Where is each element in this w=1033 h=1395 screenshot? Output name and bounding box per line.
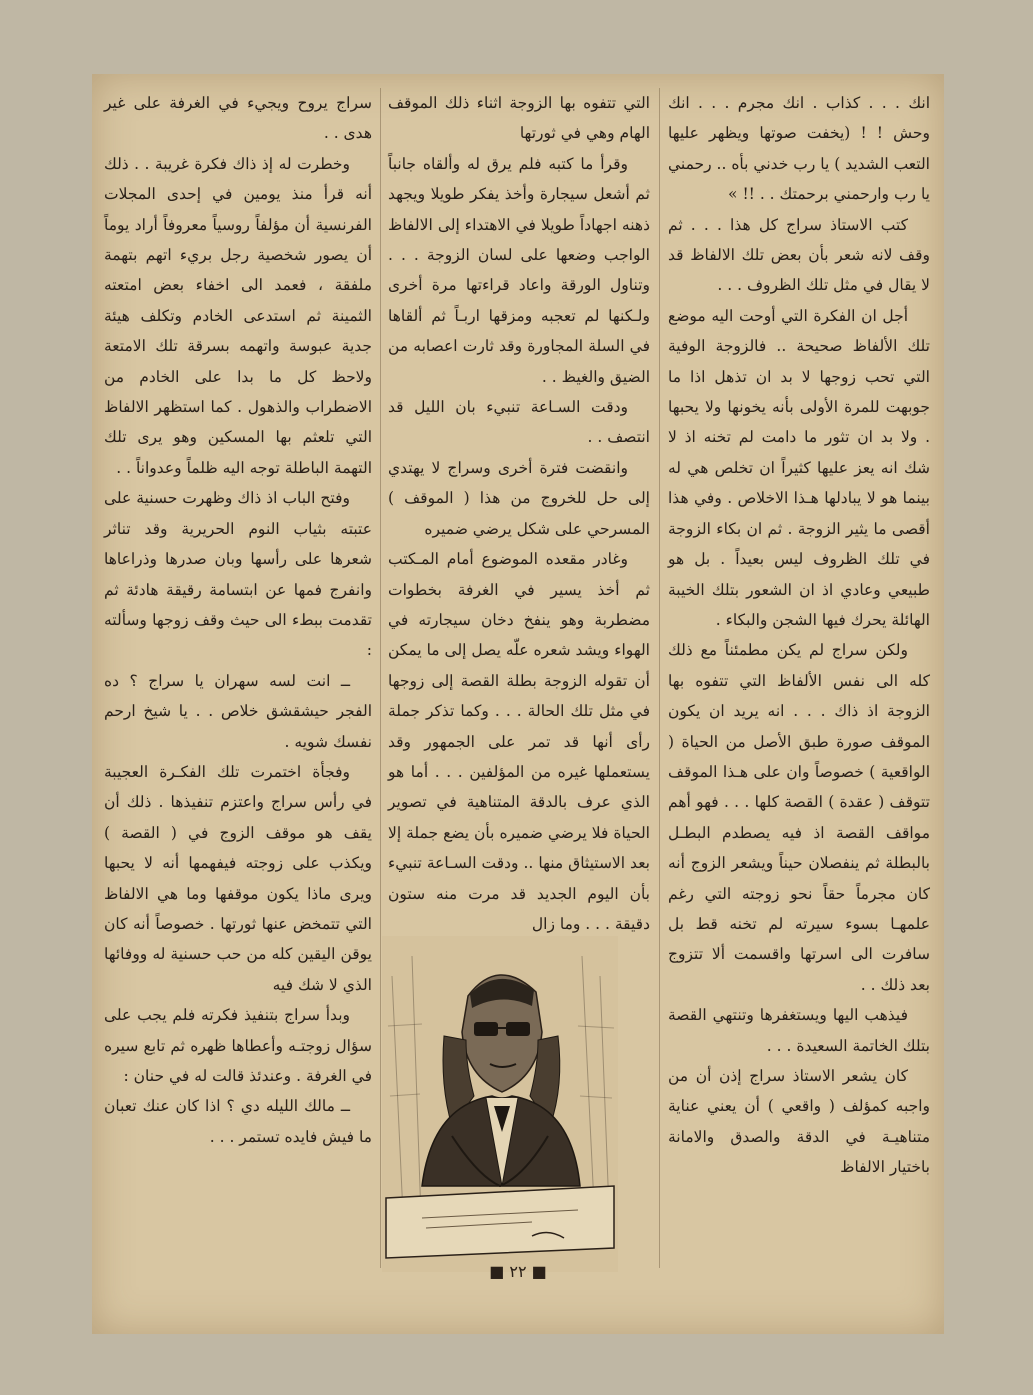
paragraph: فيذهب اليها ويستغفرها وتنتهي القصة بتلك الخاتمة السعيدة . . . [668, 1006, 930, 1055]
paragraph: سراج يروح ويجيء في الغرفة على غير هدى . . [104, 94, 372, 143]
paragraph: وقرأ ما كتبه فلم يرق له وألقاه جانباً ثم أشعل سيجارة وأخذ يفكر طويلا ويجهد ذهنه اجهاداً طويلا في الاهتداء إلى الالفاظ الواجب وضعها على لسان الزوجة . . . وتناول الورقة واعاد قراءتها مرة أخرى ولـكنها لم تعجبه ومزقها اربـاً ثم ألقاها في السلة المجاورة وقد ثارت اعصابه من الضيق والغيظ . . [388, 154, 650, 386]
paragraph: ولكن سراج لم يكن مطمئناً مع ذلك كله الى نفس الألفاظ التي تتفوه بها الزوجة اذ ذاك . . . انه يريد ان يكون الموقف صورة طبق الأصل من الحياة ( الواقعية ) خصوصاً وان على هـذا الموقف تتوقف ( عقدة ) القصة كلها . . . فهو أهم مواقف القصة اذ فيه يصطدم البطـل بالبطلة ثم ينفصلان حيناً ويشعر الزوج أنه كان مجرماً حقاً نحو زوجته التي رغم علمهـا بسوء سيرته لم تخنه قط بل سافرت الى اسرتها واقسمت ألا تتزوج بعد ذلك . . [668, 641, 930, 994]
paragraph: وبدأ سراج بتنفيذ فكرته فلم يجب على سؤال زوجتـه وأعطاها ظهره ثم تابع سيره في الغرفة . وعندئذ قالت له في حنان : [104, 1006, 372, 1085]
paragraph: وانقضت فترة أخرى وسراج لا يهتدي إلى حل للخروج من هذا ( الموقف ) المسرحي على شكل يرضي ضميره [388, 458, 650, 538]
paragraph: ــ مالك الليله دي ؟ اذا كان عنك تعبان ما فيش فايده تستمر . . . [104, 1097, 372, 1146]
paragraph: كتب الاستاذ سراج كل هذا . . . ثم وقف لانه شعر بأن بعض تلك الالفاظ قد لا يقال في مثل تلك الظروف . . . [668, 215, 930, 295]
text-column-left [104, 88, 372, 1268]
paragraph: وغادر مقعده الموضوع أمام المـكتب ثم أخذ يسير في الغرفة بخطوات مضطربة وهو ينفخ دخان سيجارته في الهواء ويشد شعره علّه يصل إلى ما يمكن أن تقوله الزوجة بطلة القصة إلى زوجها في مثل تلك الحالة . . . وكما تذكر جملة رأى أنها قد تمر على الجمهور وقد يستعملها غيره من المؤلفين . . . أما هو الذي عرف بالدقة المتناهية في تصوير الحياة فلا يرضي ضميره بأن يضع جملة إلا بعد الاستيثاق منها .. ودقت السـاعة تنبيء بأن اليوم الجديد قد مرت منه ستون دقيقة . . . وما زال [388, 550, 650, 933]
magazine-page [92, 74, 944, 1334]
paragraph: وفجأة اختمرت تلك الفكـرة العجيبة في رأس سراج واعتزم تنفيذها . ذلك أن يقف هو موقف الزوج في ( القصة ) ويكذب على زوجته فيفهمها أنه لا يحبها ويرى ماذا يكون موقفها وما هي الالفاظ التي تتمخض عنها ثورتها . خصوصاً أنه كان يوقن اليقين كله من حب حسنية له ووفائها الذي لا شك فيه [104, 762, 372, 994]
paragraph: أجل ان الفكرة التي أوحت اليه موضع تلك الألفاظ صحيحة .. فالزوجة الوفية التي تحب زوجها لا بد ان تذهل اذا ما جوبهت للمرة الأولى بأنه يخونها ولا يحبها . ولا بد ان تثور ما دامت لم تخنه اذ لا شك انه يعز عليها كثيراً ان تخلص هي له بينما هو لا يبادلها هـذا الاخلاص . وفي هذا أقصى ما يثير الزوجة . ثم ان بكاء الزوجة في تلك الظروف ليس بعيداً . بل هو طبيعي وعادي اذ ان الشعور بتلك الخيبة الهائلة يحرك فيها الشجن والبكاء . [668, 306, 930, 629]
paragraph: وخطرت له إذ ذاك فكرة غريبة . . ذلك أنه قرأ منذ يومين في إحدى المجلات الفرنسية أن مؤلفاً روسياً معروفاً أراد يوماً أن يصور شخصية رجل بريء اتهم بتهمة ملفقة ، فعمد الى اخفاء بعض امتعته الثمينة ثم استدعى الخادم وتكلف هيئة جدية عبوسة واتهمه بسرقة تلك الامتعة ولاحظ كل ما بدا على الخادم من الاضطراب والذهول . كما استظهر الالفاظ التي تلعثم بها المسكين وهو يرى تلك التهمة الباطلة توجه اليه ظلماً وعدواناً . . [104, 154, 372, 477]
illustration-man-at-desk [382, 936, 618, 1272]
text-column-right [668, 88, 930, 1268]
paragraph: كان يشعر الاستاذ سراج إذن أن من واجبه كمؤلف ( واقعي ) أن يعني عناية متناهيـة في الدقة والصدق والامانة باختيار الالفاظ [668, 1067, 930, 1177]
column-divider-right [659, 88, 660, 1268]
column-divider-left [380, 88, 381, 1268]
text-column-middle [388, 88, 650, 933]
paragraph: انك . . . كذاب . انك مجرم . . . انك وحش ! ! (يخفت صوتها ويظهر عليها التعب الشديد ) يا رب خدني بأه .. رحمني يا رب وارحمني برحمتك . . !! » [667, 94, 930, 204]
paragraph: ودقت السـاعة تنبيء بان الليل قد انتصف . . [388, 398, 650, 447]
page-number: ■ ٢٢ ■ [489, 1262, 547, 1281]
paragraph: ــ انت لسه سهران يا سراج ؟ ده الفجر حيشقشق خلاص . . يا شيخ ارحم نفسك شويه . [104, 671, 372, 751]
paragraph: وفتح الباب اذ ذاك وظهرت حسنية على عتبته بثياب النوم الحريرية وقد تناثر شعرها على رأسها وبان صدرها وذراعاها وانفرج فمها عن ابتسامة رقيقة هادئة ثم تقدمت ببطء الى حيث وقف زوجها وسألته : [104, 489, 372, 660]
paragraph: التي تتفوه بها الزوجة اثناء ذلك الموقف الهام وهي في ثورتها [388, 94, 650, 143]
